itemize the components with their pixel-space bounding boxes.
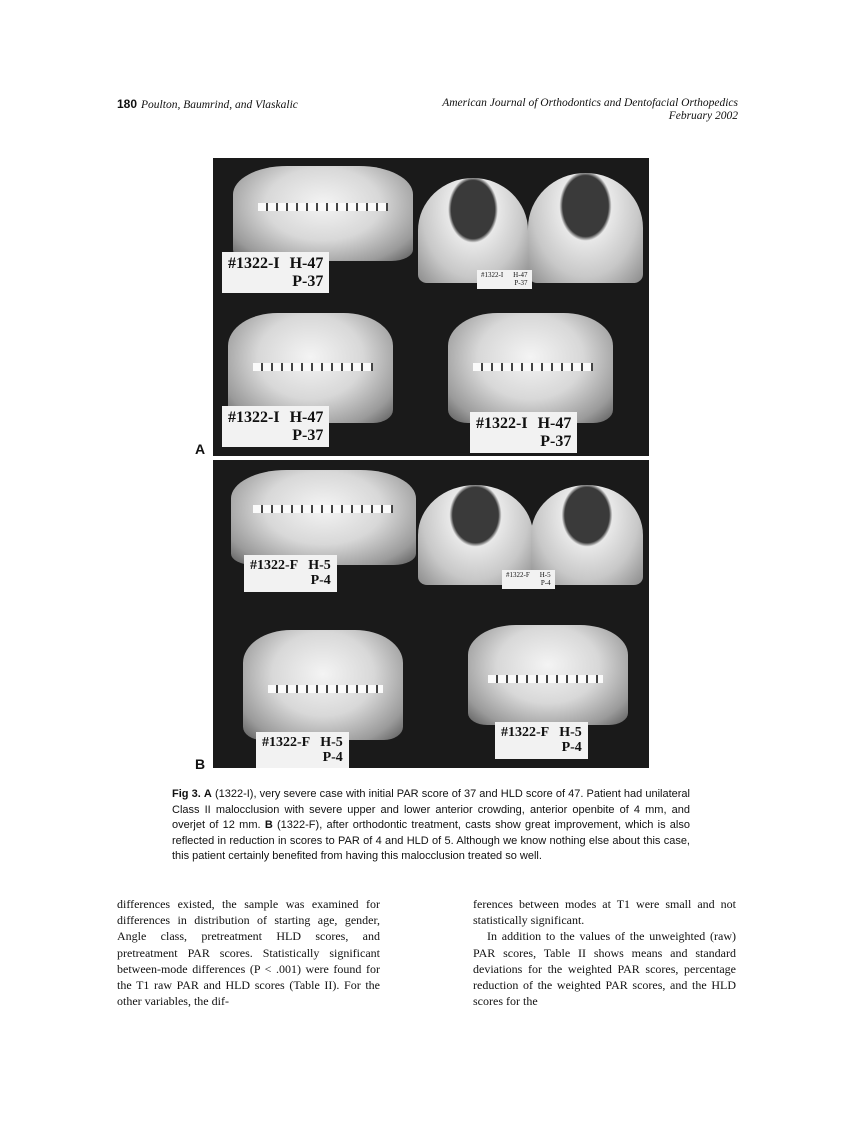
cast-label: #1322-F H-5 P-4 bbox=[495, 722, 588, 759]
running-header-right bbox=[442, 97, 738, 123]
issue-date: February 2002 bbox=[668, 110, 738, 122]
body-column-right bbox=[473, 896, 736, 1009]
paragraph: ferences between modes at T1 were small and not statistically significant. bbox=[473, 897, 736, 928]
cast-label: #1322-I H-47 P-37 bbox=[470, 412, 577, 453]
panel-label-a: A bbox=[195, 441, 206, 457]
cast-label: #1322-F H-5 P-4 bbox=[256, 732, 349, 768]
paragraph: differences existed, the sample was examined for differences in distribution of starting age, gender, Angle class, pretreatment HLD scores, and pretreatment PAR scores. Statistically significant between-mode differences (P < .001) were found for the T1 raw PAR and HLD scores (Table II). For the other variables, the dif- bbox=[117, 897, 380, 1009]
caption-b-text: (1322-F), after orthodontic treatment, casts show great improvement, which is also reflected in reduction in scores to PAR of 4 and HLD of 5. Although we know nothing else about this case, this patient certainly benefited from having this malocclusion treated so well. bbox=[172, 819, 690, 862]
figure-panel-a-photo bbox=[213, 158, 649, 456]
cast-label: #1322-I H-47 P-37 bbox=[477, 270, 532, 289]
paragraph: In addition to the values of the unweighted (raw) PAR scores, Table II shows means and standard deviations for the weighted PAR scores, percentage reduction of the weighted PAR scores, and the HLD scores for the bbox=[473, 929, 736, 1009]
cast-label: #1322-I H-47 P-37 bbox=[222, 406, 329, 447]
frontal-cast bbox=[233, 166, 413, 261]
cast-label: #1322-F H-5 P-4 bbox=[244, 555, 337, 592]
figure-panel-b-photo bbox=[213, 460, 649, 768]
caption-a: A bbox=[203, 788, 212, 800]
teeth bbox=[258, 203, 388, 211]
frontal-cast bbox=[231, 470, 416, 565]
lower-arch-cast bbox=[528, 173, 643, 283]
upper-arch-cast bbox=[418, 178, 528, 283]
figure-caption bbox=[172, 787, 690, 865]
teeth bbox=[488, 675, 603, 683]
caption-b: B bbox=[264, 819, 273, 831]
running-header-left bbox=[117, 97, 298, 111]
body-column-left bbox=[117, 896, 380, 1009]
teeth bbox=[253, 363, 373, 371]
page-number: 180 bbox=[117, 97, 138, 111]
panel-label-b: B bbox=[195, 756, 206, 772]
teeth bbox=[253, 505, 393, 513]
journal-title: American Journal of Orthodontics and Dentofacial Orthopedics bbox=[442, 97, 738, 109]
caption-a-text: (1322-I), very severe case with initial PAR score of 37 and HLD score of 47. Patient had unilateral Class II malocclusion with severe upper and lower anterior crowding, anterior openbite of 4 mm, and overjet of 12 mm. bbox=[172, 788, 690, 831]
authors: Poulton, Baumrind, and Vlaskalic bbox=[141, 99, 298, 111]
caption-fig-number: Fig 3. bbox=[172, 788, 201, 800]
cast-label: #1322-I H-47 P-37 bbox=[222, 252, 329, 293]
teeth bbox=[473, 363, 593, 371]
cast-label: #1322-F H-5 P-4 bbox=[502, 570, 555, 589]
teeth bbox=[268, 685, 383, 693]
